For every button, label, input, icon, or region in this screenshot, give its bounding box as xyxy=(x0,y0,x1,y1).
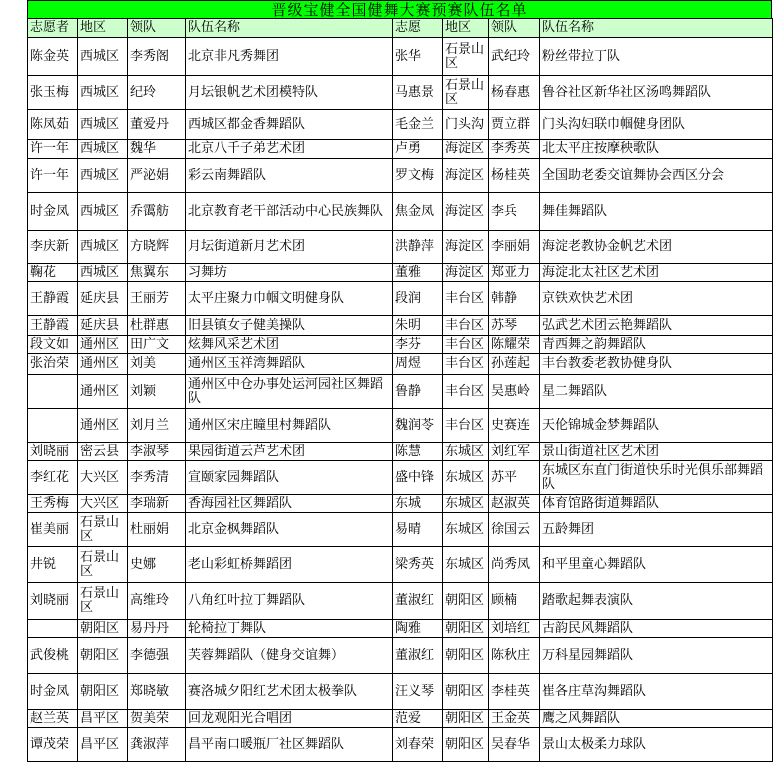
cell-leader: 刘月兰 xyxy=(128,409,186,443)
cell-district: 西城区 xyxy=(78,110,128,140)
cell-district: 西城区 xyxy=(78,231,128,264)
cell-district-2: 东城区 xyxy=(443,495,489,513)
cell-team-name-2: 全国助老委交谊舞协会西区分会 xyxy=(540,159,773,193)
cell-district: 通州区 xyxy=(78,354,128,375)
cell-leader-2: 韩静 xyxy=(489,282,540,316)
cell-volunteer: 王静霞 xyxy=(28,316,78,336)
cell-leader-2: 李桂英 xyxy=(489,674,540,710)
roster-table xyxy=(27,18,773,762)
cell-district: 延庆县 xyxy=(78,282,128,316)
cell-leader: 李秀阁 xyxy=(128,38,186,76)
cell-volunteer: 谭茂荣 xyxy=(28,728,78,762)
cell-leader: 严泌娟 xyxy=(128,159,186,193)
header-team-name-2: 队伍名称 xyxy=(540,19,773,38)
cell-district-2: 东城区 xyxy=(443,461,489,495)
cell-district: 密云县 xyxy=(78,443,128,461)
cell-district: 西城区 xyxy=(78,159,128,193)
table-row xyxy=(28,443,773,461)
cell-leader: 龚淑萍 xyxy=(128,728,186,762)
cell-district-2: 海淀区 xyxy=(443,193,489,231)
cell-leader: 李瑞新 xyxy=(128,495,186,513)
cell-team-name-2: 景山街道社区艺术团 xyxy=(540,443,773,461)
cell-volunteer-2: 卢勇 xyxy=(393,140,443,159)
cell-team-name: 轮椅拉丁舞队 xyxy=(186,620,393,638)
cell-leader-2: 李兵 xyxy=(489,193,540,231)
cell-leader-2: 杨桂英 xyxy=(489,159,540,193)
cell-leader-2: 陈秋庄 xyxy=(489,638,540,674)
cell-district: 通州区 xyxy=(78,336,128,354)
cell-team-name: 赛洛城夕阳红艺术团太极拳队 xyxy=(186,674,393,710)
cell-team-name: 通州区玉祥湾舞蹈队 xyxy=(186,354,393,375)
cell-district-2: 门头沟 xyxy=(443,110,489,140)
cell-district: 西城区 xyxy=(78,193,128,231)
cell-leader: 杜丽娟 xyxy=(128,513,186,547)
cell-district-2: 石景山区 xyxy=(443,38,489,76)
cell-volunteer: 陈金英 xyxy=(28,38,78,76)
cell-district: 石景山区 xyxy=(78,583,128,620)
table-row xyxy=(28,264,773,282)
cell-leader-2: 陈耀荣 xyxy=(489,336,540,354)
cell-team-name: 通州区宋庄瞳里村舞蹈队 xyxy=(186,409,393,443)
cell-volunteer-2: 周煜 xyxy=(393,354,443,375)
cell-team-name-2: 踏歌起舞表演队 xyxy=(540,583,773,620)
cell-volunteer-2: 董淑红 xyxy=(393,583,443,620)
cell-volunteer-2: 鲁静 xyxy=(393,375,443,409)
cell-district-2: 丰台区 xyxy=(443,316,489,336)
cell-team-name-2: 弘武艺术团云艳舞蹈队 xyxy=(540,316,773,336)
cell-volunteer-2: 董淑红 xyxy=(393,638,443,674)
cell-volunteer-2: 盛中锋 xyxy=(393,461,443,495)
cell-leader: 刘颖 xyxy=(128,375,186,409)
cell-volunteer: 李红花 xyxy=(28,461,78,495)
cell-leader-2: 吴春华 xyxy=(489,728,540,762)
cell-leader-2: 吴惠岭 xyxy=(489,375,540,409)
cell-volunteer-2: 马惠景 xyxy=(393,76,443,110)
cell-district-2: 朝阳区 xyxy=(443,638,489,674)
cell-district: 大兴区 xyxy=(78,461,128,495)
cell-team-name: 通州区中仓办事处运河园社区舞蹈队 xyxy=(186,375,393,409)
cell-volunteer-2: 毛金兰 xyxy=(393,110,443,140)
cell-leader-2: 李秀英 xyxy=(489,140,540,159)
cell-leader-2: 徐国云 xyxy=(489,513,540,547)
cell-district-2: 朝阳区 xyxy=(443,728,489,762)
cell-district-2: 海淀区 xyxy=(443,159,489,193)
cell-leader: 史娜 xyxy=(128,547,186,583)
cell-team-name-2: 五龄舞团 xyxy=(540,513,773,547)
cell-team-name-2: 门头沟妇联巾帼健身团队 xyxy=(540,110,773,140)
cell-team-name: 宣颐家园舞蹈队 xyxy=(186,461,393,495)
cell-volunteer-2: 易晴 xyxy=(393,513,443,547)
cell-district-2: 朝阳区 xyxy=(443,620,489,638)
cell-district: 西城区 xyxy=(78,76,128,110)
cell-district-2: 丰台区 xyxy=(443,336,489,354)
table-row xyxy=(28,513,773,547)
cell-volunteer-2: 魏润苓 xyxy=(393,409,443,443)
cell-leader: 郑晓敏 xyxy=(128,674,186,710)
header-district: 地区 xyxy=(78,19,128,38)
cell-district: 朝阳区 xyxy=(78,638,128,674)
cell-volunteer: 陈凤茹 xyxy=(28,110,78,140)
cell-district: 通州区 xyxy=(78,409,128,443)
cell-team-name-2: 天伦锦城金梦舞蹈队 xyxy=(540,409,773,443)
cell-team-name-2: 星二舞蹈队 xyxy=(540,375,773,409)
cell-leader: 李秀清 xyxy=(128,461,186,495)
cell-volunteer: 时金凤 xyxy=(28,674,78,710)
cell-team-name: 回龙观阳光合唱团 xyxy=(186,710,393,728)
sheet-title: 晋级宝健全国健舞大赛预赛队伍名单 xyxy=(27,0,772,18)
cell-volunteer: 井锐 xyxy=(28,547,78,583)
cell-district: 大兴区 xyxy=(78,495,128,513)
cell-district: 石景山区 xyxy=(78,547,128,583)
cell-volunteer-2: 李芬 xyxy=(393,336,443,354)
cell-district-2: 朝阳区 xyxy=(443,710,489,728)
cell-district: 西城区 xyxy=(78,264,128,282)
cell-volunteer-2: 汪义琴 xyxy=(393,674,443,710)
cell-team-name: 北京非凡秀舞团 xyxy=(186,38,393,76)
cell-team-name: 北京教育老干部活动中心民族舞队 xyxy=(186,193,393,231)
cell-leader: 董爱丹 xyxy=(128,110,186,140)
cell-district-2: 朝阳区 xyxy=(443,583,489,620)
table-row xyxy=(28,38,773,76)
table-row xyxy=(28,710,773,728)
header-volunteer-2: 志愿 xyxy=(393,19,443,38)
table-row xyxy=(28,728,773,762)
cell-leader: 王丽芳 xyxy=(128,282,186,316)
cell-district-2: 东城区 xyxy=(443,443,489,461)
cell-leader: 李德强 xyxy=(128,638,186,674)
cell-district-2: 东城区 xyxy=(443,513,489,547)
cell-team-name-2: 丰台教委老教协健身队 xyxy=(540,354,773,375)
cell-leader-2: 尚秀凤 xyxy=(489,547,540,583)
cell-volunteer-2: 董雅 xyxy=(393,264,443,282)
header-volunteer: 志愿者 xyxy=(28,19,78,38)
cell-volunteer-2: 罗文梅 xyxy=(393,159,443,193)
cell-volunteer: 许一年 xyxy=(28,140,78,159)
cell-volunteer: 李庆新 xyxy=(28,231,78,264)
cell-volunteer-2: 朱明 xyxy=(393,316,443,336)
cell-team-name-2: 景山太极柔力球队 xyxy=(540,728,773,762)
cell-team-name-2: 粉丝带拉丁队 xyxy=(540,38,773,76)
cell-leader-2: 李丽娟 xyxy=(489,231,540,264)
cell-team-name: 八角红叶拉丁舞蹈队 xyxy=(186,583,393,620)
cell-team-name: 旧县镇女子健美操队 xyxy=(186,316,393,336)
cell-team-name-2: 青西舞之韵舞蹈队 xyxy=(540,336,773,354)
cell-leader: 贺美荣 xyxy=(128,710,186,728)
cell-leader: 易丹丹 xyxy=(128,620,186,638)
cell-volunteer-2: 张华 xyxy=(393,38,443,76)
cell-volunteer: 时金凤 xyxy=(28,193,78,231)
cell-leader: 乔霭舫 xyxy=(128,193,186,231)
table-row xyxy=(28,461,773,495)
table-row xyxy=(28,159,773,193)
cell-team-name: 西城区都金香舞蹈队 xyxy=(186,110,393,140)
cell-leader-2: 刘红军 xyxy=(489,443,540,461)
cell-volunteer: 鞠花 xyxy=(28,264,78,282)
cell-volunteer: 王秀梅 xyxy=(28,495,78,513)
cell-volunteer-2: 洪静萍 xyxy=(393,231,443,264)
cell-district: 延庆县 xyxy=(78,316,128,336)
cell-team-name-2: 北太平庄按摩秧歌队 xyxy=(540,140,773,159)
table-row xyxy=(28,674,773,710)
table-row xyxy=(28,76,773,110)
cell-leader-2: 王金英 xyxy=(489,710,540,728)
cell-leader: 纪玲 xyxy=(128,76,186,110)
cell-volunteer: 王静霞 xyxy=(28,282,78,316)
cell-volunteer: 许一年 xyxy=(28,159,78,193)
cell-team-name: 果园街道云芦艺术团 xyxy=(186,443,393,461)
cell-district-2: 石景山区 xyxy=(443,76,489,110)
cell-team-name: 月坛银帆艺术团模特队 xyxy=(186,76,393,110)
cell-team-name-2: 舞佳舞蹈队 xyxy=(540,193,773,231)
cell-leader: 杜群惠 xyxy=(128,316,186,336)
cell-volunteer: 张玉梅 xyxy=(28,76,78,110)
cell-team-name: 芙蓉舞蹈队（健身交谊舞） xyxy=(186,638,393,674)
cell-leader: 田广文 xyxy=(128,336,186,354)
cell-district-2: 丰台区 xyxy=(443,409,489,443)
cell-leader-2: 顾楠 xyxy=(489,583,540,620)
cell-district: 西城区 xyxy=(78,38,128,76)
cell-team-name-2: 东城区东直门街道快乐时光俱乐部舞蹈队 xyxy=(540,461,773,495)
cell-district: 西城区 xyxy=(78,140,128,159)
cell-team-name-2: 万科星园舞蹈队 xyxy=(540,638,773,674)
cell-leader-2: 郑亚力 xyxy=(489,264,540,282)
roster-body xyxy=(28,19,773,762)
cell-team-name: 彩云南舞蹈队 xyxy=(186,159,393,193)
table-row xyxy=(28,409,773,443)
cell-team-name-2: 海淀北太社区艺术团 xyxy=(540,264,773,282)
cell-district-2: 丰台区 xyxy=(443,354,489,375)
cell-volunteer: 武俊桃 xyxy=(28,638,78,674)
cell-team-name: 香海园社区舞蹈队 xyxy=(186,495,393,513)
cell-district-2: 朝阳区 xyxy=(443,674,489,710)
table-row xyxy=(28,620,773,638)
cell-leader-2: 赵淑英 xyxy=(489,495,540,513)
cell-district-2: 海淀区 xyxy=(443,264,489,282)
cell-volunteer xyxy=(28,375,78,409)
cell-team-name: 月坛街道新月艺术团 xyxy=(186,231,393,264)
cell-volunteer-2: 刘春荣 xyxy=(393,728,443,762)
header-leader-2: 领队 xyxy=(489,19,540,38)
cell-leader: 方晓辉 xyxy=(128,231,186,264)
cell-team-name: 北京金枫舞蹈队 xyxy=(186,513,393,547)
table-row xyxy=(28,231,773,264)
cell-team-name: 北京八千子弟艺术团 xyxy=(186,140,393,159)
cell-leader: 刘美 xyxy=(128,354,186,375)
cell-volunteer-2: 东城 xyxy=(393,495,443,513)
cell-district-2: 丰台区 xyxy=(443,375,489,409)
cell-team-name-2: 海淀老教协金帆艺术团 xyxy=(540,231,773,264)
cell-volunteer: 刘晓丽 xyxy=(28,443,78,461)
cell-volunteer xyxy=(28,620,78,638)
table-row xyxy=(28,193,773,231)
cell-volunteer xyxy=(28,409,78,443)
cell-team-name: 昌平南口暖瓶厂社区舞蹈队 xyxy=(186,728,393,762)
header-leader: 领队 xyxy=(128,19,186,38)
cell-team-name: 老山彩虹桥舞蹈团 xyxy=(186,547,393,583)
table-row xyxy=(28,495,773,513)
roster-sheet xyxy=(27,0,772,762)
cell-team-name-2: 鹰之风舞蹈队 xyxy=(540,710,773,728)
cell-leader: 魏华 xyxy=(128,140,186,159)
table-row xyxy=(28,336,773,354)
table-row xyxy=(28,638,773,674)
cell-leader-2: 武纪玲 xyxy=(489,38,540,76)
cell-volunteer: 崔美丽 xyxy=(28,513,78,547)
cell-district: 朝阳区 xyxy=(78,674,128,710)
cell-team-name: 习舞坊 xyxy=(186,264,393,282)
cell-team-name-2: 体育馆路街道舞蹈队 xyxy=(540,495,773,513)
cell-team-name-2: 古韵民风舞蹈队 xyxy=(540,620,773,638)
cell-district-2: 海淀区 xyxy=(443,140,489,159)
cell-leader-2: 史赛连 xyxy=(489,409,540,443)
cell-district-2: 东城区 xyxy=(443,547,489,583)
cell-leader: 焦翼东 xyxy=(128,264,186,282)
cell-team-name: 炫舞风采艺术团 xyxy=(186,336,393,354)
cell-district-2: 海淀区 xyxy=(443,231,489,264)
cell-district: 通州区 xyxy=(78,375,128,409)
header-team-name: 队伍名称 xyxy=(186,19,393,38)
cell-leader-2: 孙莲起 xyxy=(489,354,540,375)
cell-volunteer-2: 陈慧 xyxy=(393,443,443,461)
cell-volunteer-2: 段润 xyxy=(393,282,443,316)
table-row xyxy=(28,354,773,375)
table-row xyxy=(28,375,773,409)
cell-leader-2: 刘培红 xyxy=(489,620,540,638)
cell-leader-2: 苏平 xyxy=(489,461,540,495)
cell-volunteer-2: 陶雅 xyxy=(393,620,443,638)
cell-volunteer-2: 范爱 xyxy=(393,710,443,728)
table-row xyxy=(28,140,773,159)
cell-district-2: 丰台区 xyxy=(443,282,489,316)
cell-team-name-2: 和平里童心舞蹈队 xyxy=(540,547,773,583)
table-row xyxy=(28,547,773,583)
cell-team-name-2: 鲁谷社区新华社区汤鸣舞蹈队 xyxy=(540,76,773,110)
cell-team-name-2: 京铁欢快艺术团 xyxy=(540,282,773,316)
cell-team-name: 太平庄聚力巾帼文明健身队 xyxy=(186,282,393,316)
cell-district: 昌平区 xyxy=(78,728,128,762)
cell-leader-2: 苏琴 xyxy=(489,316,540,336)
cell-leader: 李淑琴 xyxy=(128,443,186,461)
cell-district: 昌平区 xyxy=(78,710,128,728)
cell-leader: 高维玲 xyxy=(128,583,186,620)
cell-volunteer-2: 焦金凤 xyxy=(393,193,443,231)
table-row xyxy=(28,316,773,336)
table-row xyxy=(28,282,773,316)
cell-volunteer: 张治荣 xyxy=(28,354,78,375)
cell-leader-2: 杨春惠 xyxy=(489,76,540,110)
cell-volunteer: 刘晓丽 xyxy=(28,583,78,620)
cell-volunteer-2: 梁秀英 xyxy=(393,547,443,583)
cell-team-name-2: 崔各庄草沟舞蹈队 xyxy=(540,674,773,710)
table-row xyxy=(28,583,773,620)
cell-volunteer: 赵兰英 xyxy=(28,710,78,728)
cell-district: 朝阳区 xyxy=(78,620,128,638)
cell-leader-2: 贾立群 xyxy=(489,110,540,140)
cell-volunteer: 段文如 xyxy=(28,336,78,354)
header-district-2: 地区 xyxy=(443,19,489,38)
header-row xyxy=(28,19,773,38)
table-row xyxy=(28,110,773,140)
cell-district: 石景山区 xyxy=(78,513,128,547)
